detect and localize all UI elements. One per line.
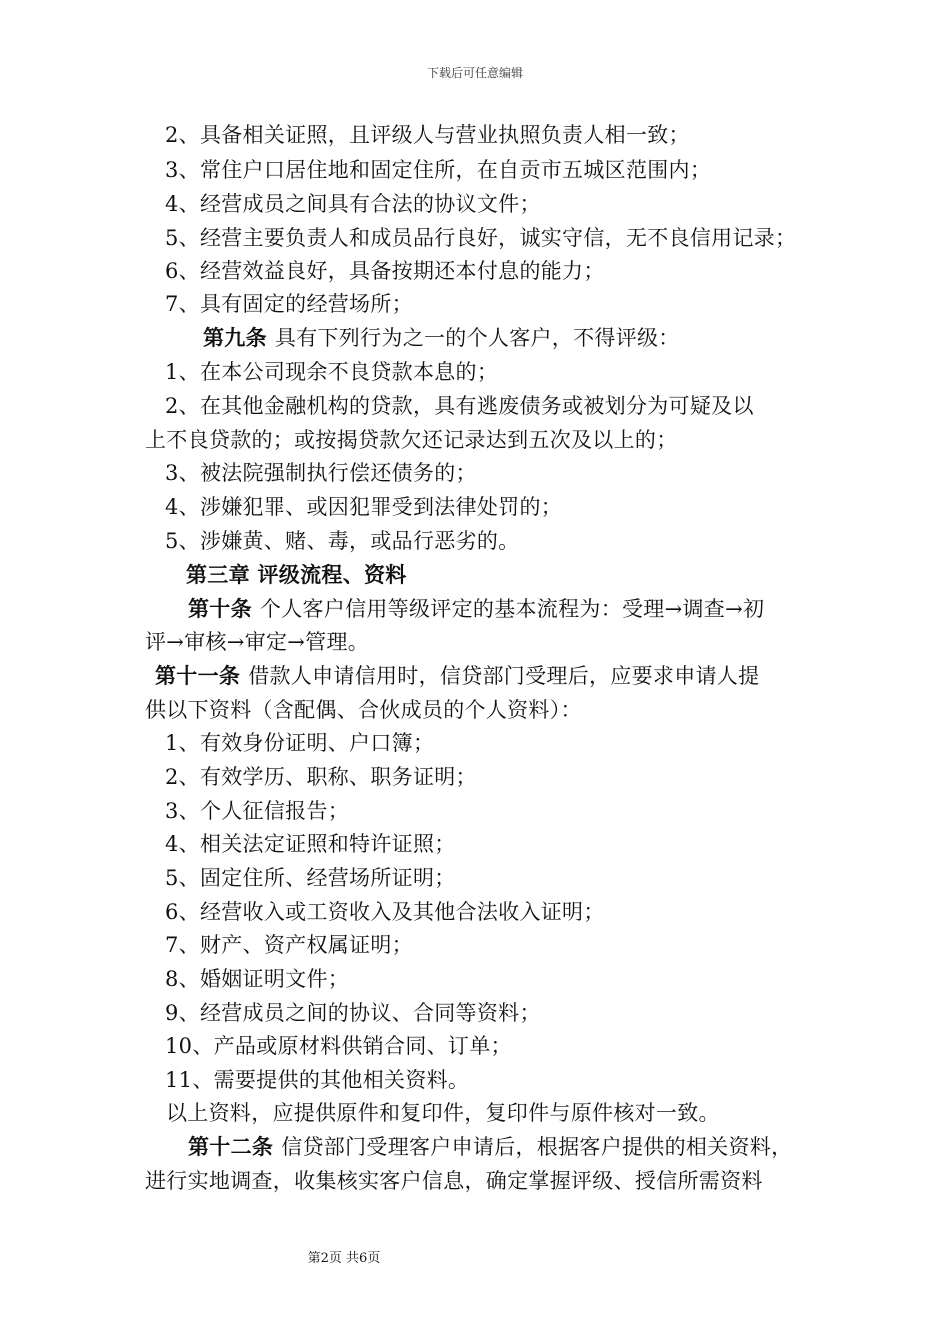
article-12-continued: 进行实地调查，收集核实客户信息，确定掌握评级、授信所需资料: [145, 1169, 763, 1193]
article-12-label: 第十二条: [188, 1134, 274, 1159]
list-item: 11、需要提供的其他相关资料。: [165, 1068, 470, 1092]
list-item: 4、涉嫌犯罪、或因犯罪受到法律处罚的；: [165, 495, 563, 519]
list-item: 3、常住户口居住地和固定住所，在自贡市五城区范围内；: [165, 158, 712, 182]
article-10: [188, 594, 868, 624]
list-item: 5、涉嫌黄、赌、毒，或品行恶劣的。: [165, 529, 520, 553]
page-footer: 第2页 共6页: [307, 1251, 381, 1266]
article-11: [155, 661, 835, 691]
list-item-continued: 上不良贷款的；或按揭贷款欠还记录达到五次及以上的；: [145, 428, 678, 452]
article-11-label: 第十一条: [155, 663, 241, 688]
materials-note: 以上资料，应提供原件和复印件，复印件与原件核对一致。: [166, 1101, 720, 1125]
article-11-text: 借款人申请信用时，信贷部门受理后，应要求申请人提: [248, 664, 760, 688]
list-item: 5、固定住所、经营场所证明；: [165, 866, 456, 890]
list-item: 1、在本公司现余不良贷款本息的；: [165, 360, 499, 384]
list-item: 8、婚姻证明文件；: [165, 967, 350, 991]
list-item: 3、被法院强制执行偿还债务的；: [165, 461, 477, 485]
list-item: 7、财产、资产权属证明；: [165, 933, 413, 957]
article-10-continued: 评→审核→审定→管理。: [145, 630, 370, 654]
list-item: 4、经营成员之间具有合法的协议文件；: [165, 192, 541, 216]
list-item: 2、有效学历、职称、职务证明；: [165, 765, 477, 789]
chapter-heading: 第三章 评级流程、资料: [186, 562, 407, 587]
list-item: 9、经营成员之间的协议、合同等资料；: [165, 1001, 541, 1025]
article-9: [203, 323, 883, 353]
article-12: [188, 1132, 868, 1162]
article-12-text: 信贷部门受理客户申请后，根据客户提供的相关资料，: [281, 1135, 793, 1159]
list-item: 2、具备相关证照，且评级人与营业执照负责人相一致；: [165, 123, 690, 147]
list-item: 7、具有固定的经营场所；: [165, 292, 413, 316]
article-9-label: 第九条: [203, 325, 267, 350]
list-item: 5、经营主要负责人和成员品行良好，诚实守信，无不良信用记录；: [165, 226, 797, 250]
list-item: 3、个人征信报告；: [165, 799, 350, 823]
page-header: 下载后可任意编辑: [426, 66, 523, 80]
article-10-text: 个人客户信用等级评定的基本流程为：受理→调查→初: [259, 597, 765, 621]
list-item: 6、经营效益良好，具备按期还本付息的能力；: [165, 259, 605, 283]
list-item: 10、产品或原材料供销合同、订单；: [165, 1034, 512, 1058]
list-item: 4、相关法定证照和特许证照；: [165, 832, 456, 856]
article-9-text: 具有下列行为之一的个人客户，不得评级：: [274, 326, 680, 350]
article-10-label: 第十条: [188, 596, 252, 621]
list-item: 2、在其他金融机构的贷款，具有逃废债务或被划分为可疑及以: [165, 394, 754, 418]
article-11-continued: 供以下资料（含配偶、合伙成员的个人资料）：: [145, 698, 582, 722]
list-item: 6、经营收入或工资收入及其他合法收入证明；: [165, 900, 605, 924]
list-item: 1、有效身份证明、户口簿；: [165, 731, 435, 755]
